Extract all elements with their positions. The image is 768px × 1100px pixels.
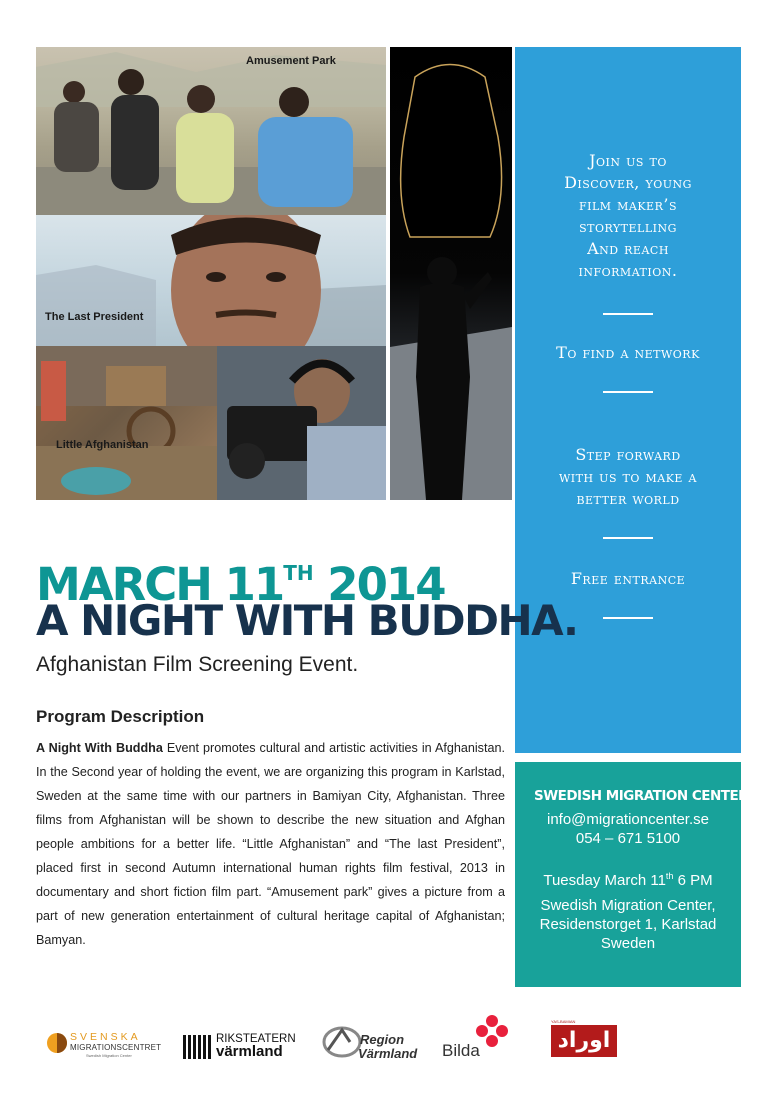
program-heading: Program Description: [36, 707, 205, 726]
join-us-text: [515, 150, 741, 282]
amusement-park-label: Amusement Park: [246, 55, 336, 67]
network-text: To find a network: [556, 343, 700, 362]
svenska-tagline: Swedish Migration Center: [86, 1053, 132, 1058]
little-afghanistan-photo: [36, 346, 217, 500]
contact-box: [515, 762, 749, 987]
orad-small-text: YAS-BAMIAN: [551, 1019, 576, 1024]
camera-operator-photo: [217, 346, 386, 500]
riksteatern-word: RIKSTEATERN: [216, 1033, 296, 1045]
last-president-label: The Last President: [45, 311, 144, 323]
step-line: better world: [576, 489, 680, 508]
amusement-park-illustration: [36, 47, 386, 215]
event-address: Residenstorget 1, Karlstad: [539, 916, 717, 933]
when-sup: th: [665, 871, 674, 881]
region-varmland-logo: [320, 1020, 420, 1062]
date-suffix: TH: [283, 561, 314, 585]
date-day: MARCH 11: [36, 558, 284, 611]
bilda-logo: [442, 1013, 512, 1061]
little-afghanistan-label: Little Afghanistan: [56, 439, 149, 451]
event-subtitle: Afghanistan Film Screening Event.: [36, 653, 359, 676]
event-venue: Swedish Migration Center,: [540, 897, 716, 914]
divider: [603, 617, 653, 619]
program-description: [36, 736, 505, 966]
event-details: [515, 867, 741, 953]
event-when: [515, 867, 741, 890]
orad-word: اوراد: [551, 1025, 617, 1057]
join-line: Join us to: [589, 151, 667, 170]
silhouette-photo: [390, 47, 512, 500]
amusement-park-photo: [36, 47, 386, 215]
divider: [603, 313, 653, 315]
program-lead: A Night With Buddha: [36, 741, 163, 755]
step-forward-text: [515, 444, 741, 510]
join-line: And reach: [587, 239, 669, 258]
info-sidebar: [515, 47, 741, 753]
join-line: Discover, young: [564, 173, 692, 192]
svenska-migrationscentret-logo: [46, 1030, 162, 1060]
svenska-logo-mark-icon: [46, 1032, 68, 1054]
orad-logo: [551, 1019, 617, 1061]
divider: [603, 391, 653, 393]
step-line: with us to make a: [559, 467, 697, 486]
riksteatern-mark-icon: [183, 1035, 213, 1059]
date-year: 2014: [327, 558, 445, 611]
event-country: Sweden: [600, 935, 656, 952]
step-line: Step forward: [575, 445, 681, 464]
last-president-illustration: [36, 215, 386, 346]
migrationscentret-word: MIGRATIONSCENTRET: [70, 1043, 162, 1052]
varmland-word: värmland: [216, 1043, 283, 1060]
join-line: storytelling: [579, 217, 677, 236]
varmland-region-word: Värmland: [358, 1046, 418, 1061]
contact-phone[interactable]: 054 – 671 5100: [575, 830, 681, 847]
join-line: information.: [578, 261, 678, 280]
event-title: A NIGHT WITH BUDDHA.: [36, 596, 578, 645]
riksteatern-varmland-logo: [183, 1033, 298, 1063]
program-body-text: Event promotes cultural and artistic activities in Afghanistan. In the Second year of holding the event, we are organizing this program in Karlstad, Sweden at the same time with our partners in Bamiyan City, Afghanistan. Three films from Afghanistan will be shown to describe the new situation and Afghan people ambitions for a better life. “Little Afghanistan” and “The last President”, placed first in second Autumn international human rights film festival, 2013 in documentary and short fiction film part. “Amusement park” gives a picture from a part of new generation entertainment of cultural heritage capital of Afghanistan; Bamyan.: [36, 741, 505, 947]
when-suffix: 6 PM: [673, 872, 713, 889]
little-afghanistan-illustration: [36, 346, 217, 500]
contact-email[interactable]: info@migrationcenter.se: [547, 811, 709, 828]
svenska-word: SVENSKA: [70, 1031, 141, 1043]
org-name: SWEDISH MIGRATION CENTER: [534, 788, 749, 804]
region-word: Region: [360, 1032, 405, 1047]
last-president-photo: [36, 215, 386, 346]
camera-operator-illustration: [217, 346, 386, 500]
silhouette-illustration: [390, 47, 512, 500]
divider: [603, 537, 653, 539]
contact-info: [515, 810, 741, 848]
free-entrance-text: Free entrance: [570, 569, 686, 588]
join-line: film maker’s: [579, 195, 677, 214]
when-prefix: Tuesday March 11: [543, 872, 666, 889]
bilda-word: Bilda: [442, 1041, 480, 1060]
